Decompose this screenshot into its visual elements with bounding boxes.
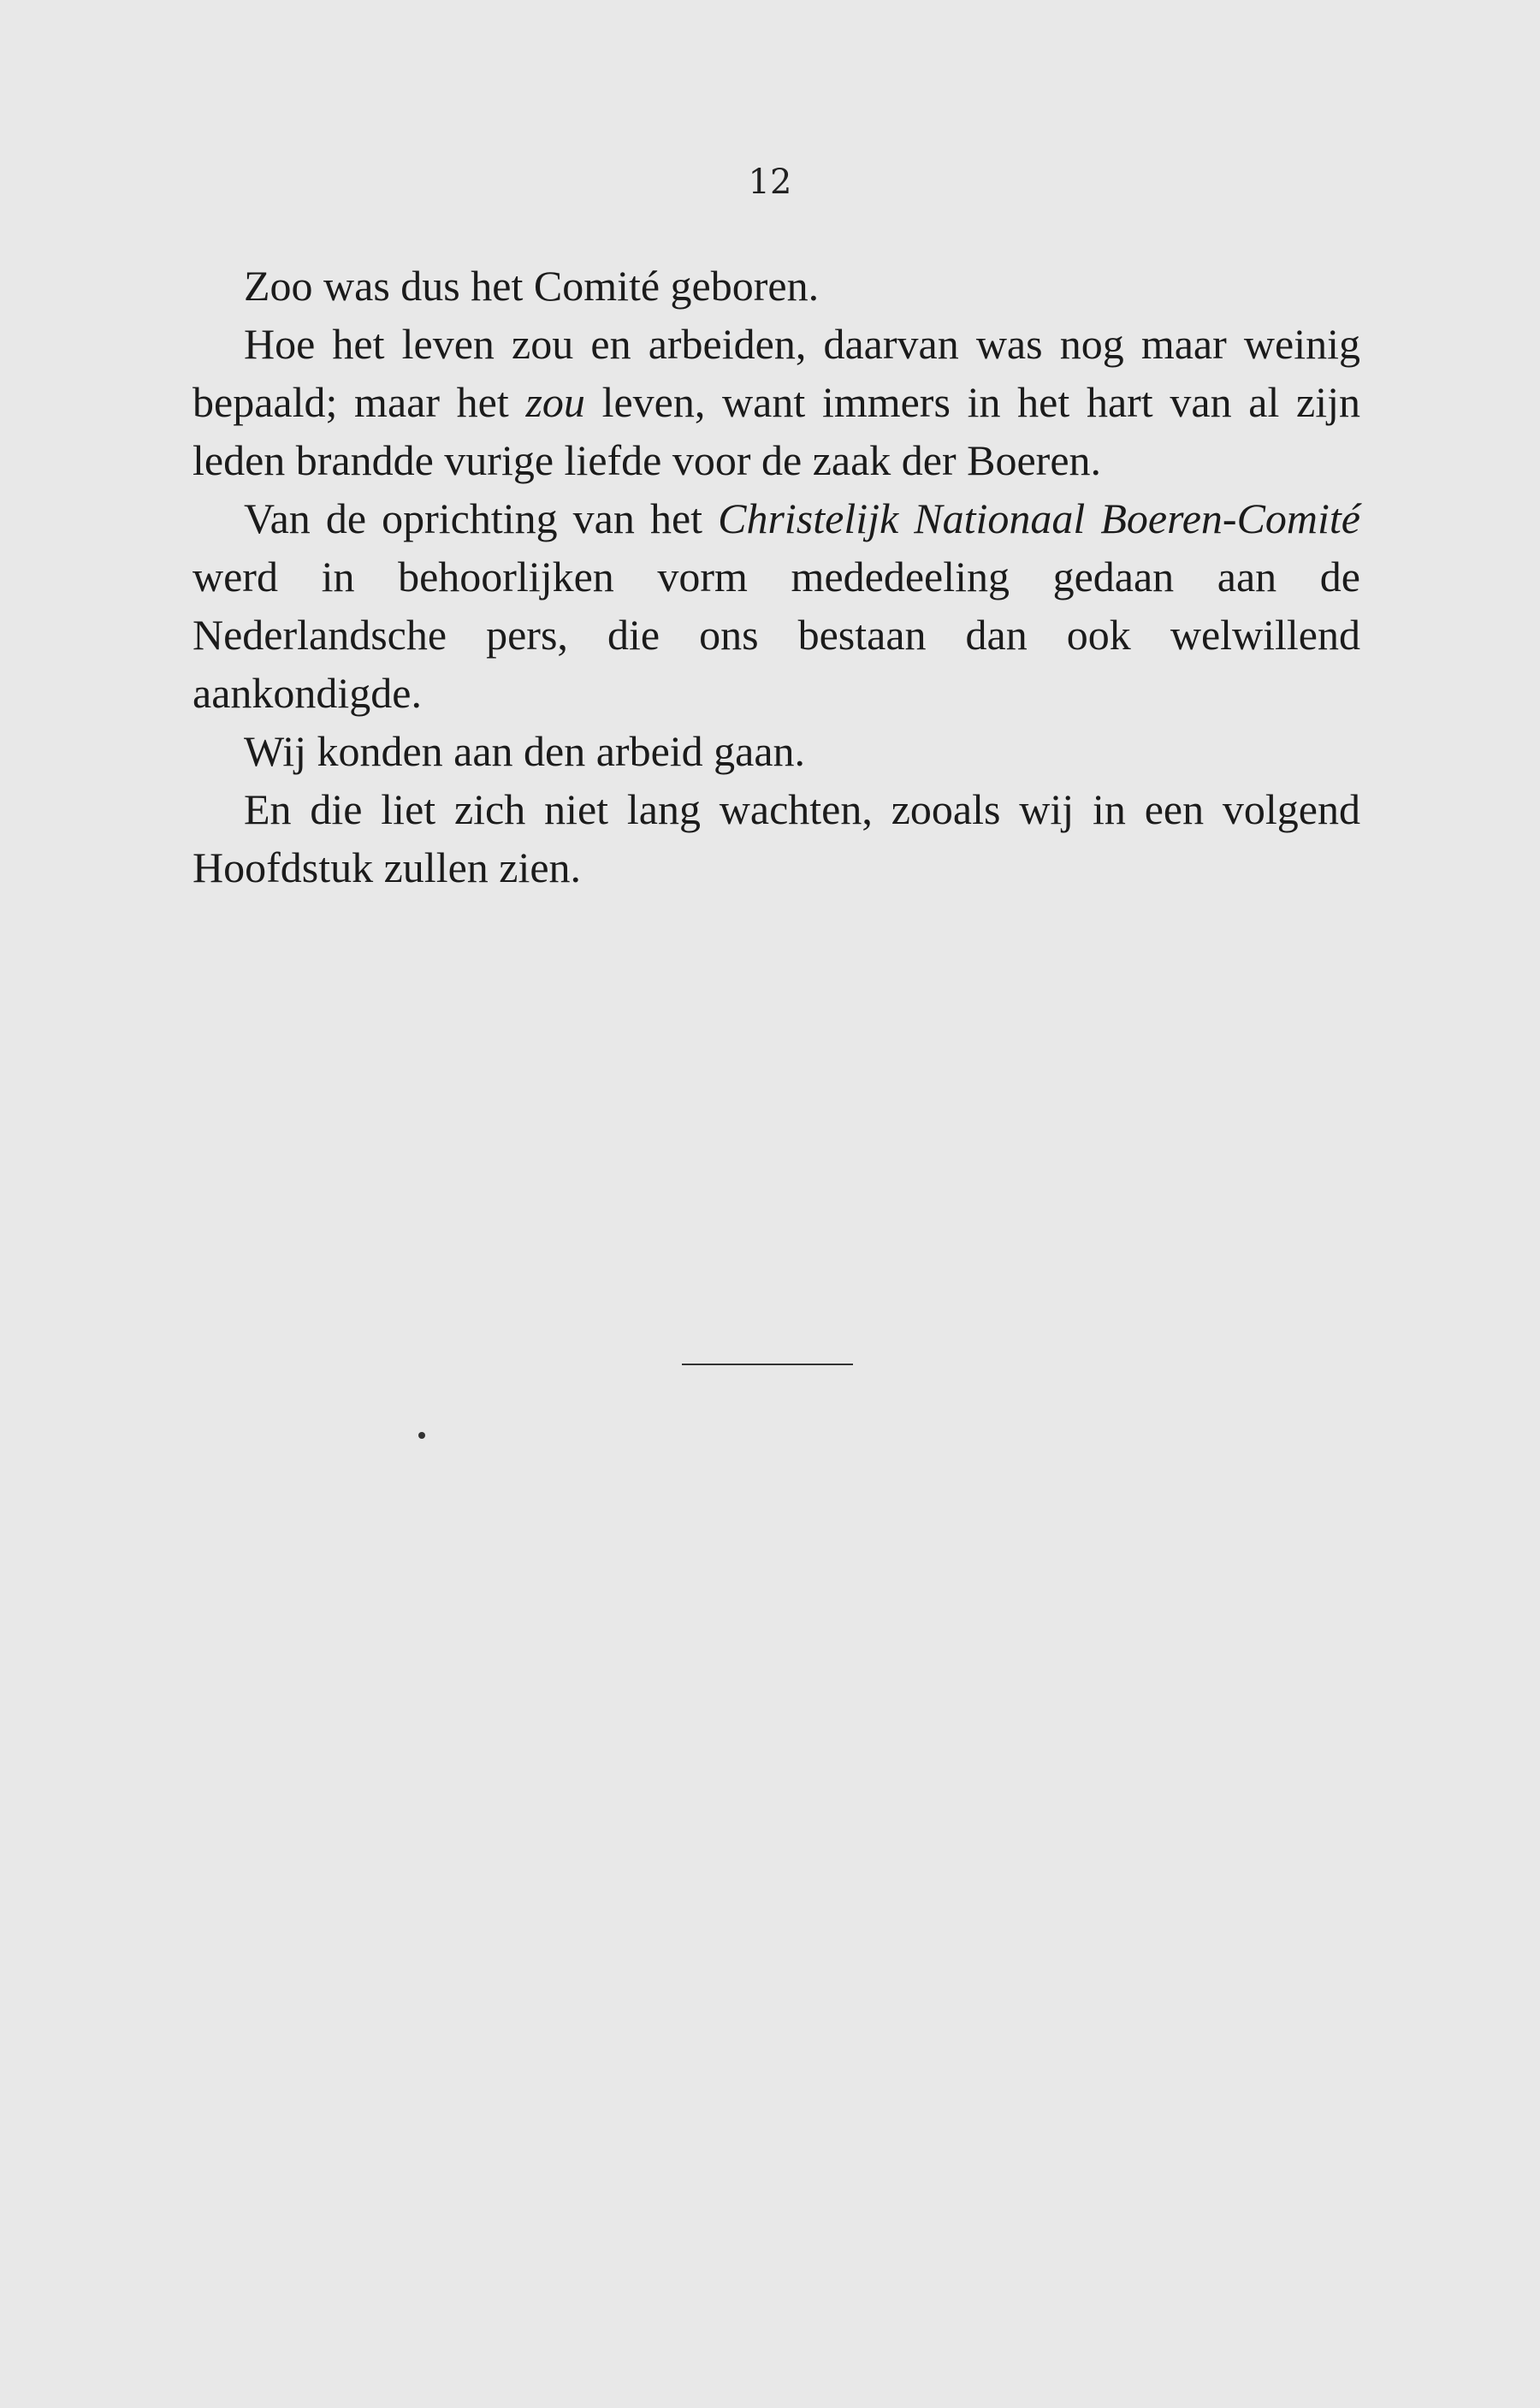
- paragraph-3: [192, 489, 1360, 722]
- paragraph-2-emphasis: zou: [525, 378, 585, 426]
- paragraph-3-text-a: Van de oprichting van het: [244, 494, 719, 542]
- paragraph-2-text-b: leven, want immers in het hart van al zijn leden brandde vurige liefde voor de zaak der Boeren.: [192, 378, 1360, 484]
- paragraph-5: En die liet zich niet lang wachten, zooals wij in een volgend Hoofdstuk zullen zien.: [192, 785, 1360, 891]
- paragraph-3-emphasis: Christelijk Nationaal Boeren-Comité: [718, 494, 1360, 542]
- section-divider: [682, 1364, 853, 1365]
- paragraph-4: Wij konden aan den arbeid gaan.: [244, 727, 806, 775]
- paragraph-3-text-b: werd in behoorlijken vorm mededeeling gedaan aan de Nederlandsche pers, die ons bestaan dan ook welwillend aankondigde.: [192, 553, 1360, 717]
- paragraph-2: [192, 315, 1360, 489]
- paragraph-2-text-a: Hoe het leven zou en arbeiden, daarvan was nog maar weinig bepaald; maar het: [192, 320, 1360, 426]
- page-number: 12: [748, 163, 792, 202]
- body-text: [192, 257, 1360, 896]
- paragraph-1: Zoo was dus het Comité geboren.: [244, 262, 820, 310]
- ink-speck: [418, 1432, 425, 1439]
